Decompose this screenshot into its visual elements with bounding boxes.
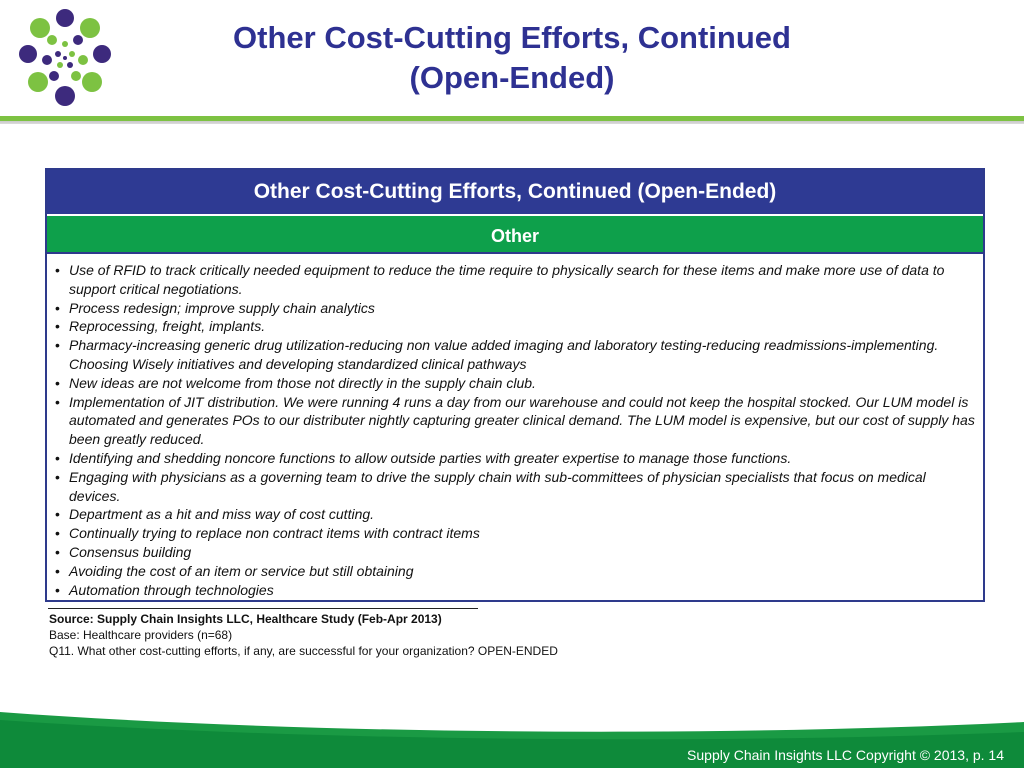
base-line: Base: Healthcare providers (n=68) — [49, 628, 233, 642]
slide-title-line-1: Other Cost-Cutting Efforts, Continued — [233, 20, 791, 55]
response-item: • Implementation of JIT distribution. We were running 4 runs a day from our warehouse and could not keep the hospital stocked. Our LUM model is automated and generates POs to our distributer nightly capturing greater clinical demand. The LUM model is expensive, but our cost of supply has been greatly reduced. — [55, 393, 979, 449]
response-item: • Department as a hit and miss way of cost cutting. — [55, 505, 979, 524]
table-header: Other Cost-Cutting Efforts, Continued (Open-Ended) — [47, 170, 983, 214]
response-item: • Pharmacy-increasing generic drug utilization-reducing non value added imaging and laboratory testing-reducing readmissions-implementing. Choosing Wisely initiatives and developing standardized clinical pathways — [55, 336, 979, 374]
logo-dots — [19, 9, 111, 106]
response-item: • Identifying and shedding noncore functions to allow outside parties with greater expertise to manage those functions. — [55, 449, 979, 468]
response-list — [47, 254, 983, 599]
title-divider — [0, 116, 1024, 124]
company-logo-icon — [10, 6, 120, 110]
response-item: • Engaging with physicians as a governing team to drive the supply chain with sub-committees of physician specialists that focus on medical devices. — [55, 468, 979, 506]
response-item: • Automation through technologies — [55, 581, 979, 600]
response-item: • Process redesign; improve supply chain analytics — [55, 299, 979, 318]
responses-table — [45, 168, 985, 602]
response-item: • Reprocessing, freight, implants. — [55, 317, 979, 336]
table-subheader: Other — [47, 214, 983, 254]
response-item: • New ideas are not welcome from those not directly in the supply chain club. — [55, 374, 979, 393]
response-item: • Consensus building — [55, 543, 979, 562]
response-item: • Use of RFID to track critically needed equipment to reduce the time require to physically search for these items and make more use of data to support critical negotiations. — [55, 261, 979, 299]
slide-title — [150, 18, 874, 98]
source-divider — [48, 608, 478, 609]
footer-copyright: Supply Chain Insights LLC Copyright © 2013, p. 14 — [687, 747, 1004, 763]
question-line: Q11. What other cost-cutting efforts, if any, are successful for your organization? OPEN-ENDED — [49, 644, 558, 658]
source-notes — [49, 611, 558, 659]
response-item: • Continually trying to replace non contract items with contract items — [55, 524, 979, 543]
response-item: • Avoiding the cost of an item or service but still obtaining — [55, 562, 979, 581]
slide-title-line-2: (Open-Ended) — [409, 60, 615, 95]
source-line: Source: Supply Chain Insights LLC, Healthcare Study (Feb-Apr 2013) — [49, 612, 442, 626]
